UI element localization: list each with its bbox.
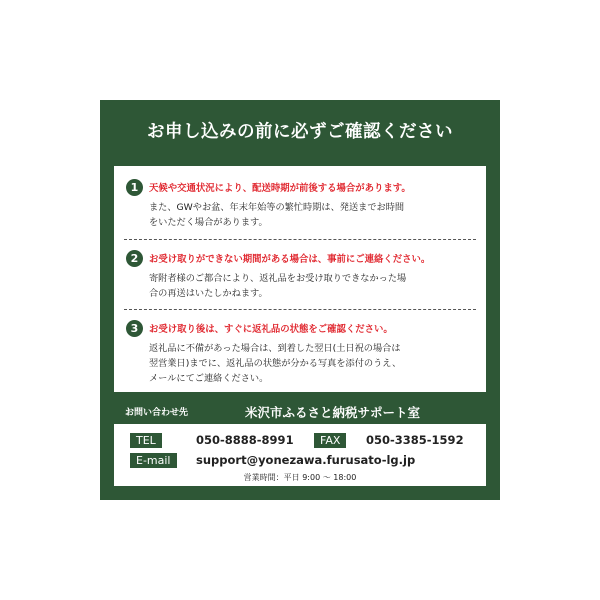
notice-number-badge: 1 [126,179,143,196]
fax-tag: FAX [314,433,346,448]
dashed-divider [124,309,476,310]
notice-body-line: また、GWやお盆、年末年始等の繁忙時期は、発送までお時間 [149,202,405,213]
notice-number-badge: 3 [126,320,143,337]
contact-box [114,424,486,486]
notice-body [149,271,476,301]
notice-body-line: をいただく場合があります。 [149,217,268,228]
notice-body [149,200,476,230]
notice-body-line: 翌営業日)までに、返礼品の状態が分かる写真を添付のうえ、 [149,358,402,369]
email-tag: E-mail [130,453,177,468]
notice-body-line: 返礼品に不備があった場合は、到着した翌日(土日祝の場合は [149,343,401,354]
notice-panel [100,100,500,500]
email-address[interactable]: support@yonezawa.furusato-lg.jp [196,453,416,467]
notice-body [149,341,476,386]
business-hours: 営業時間：平日 9:00 ～ 18:00 [243,473,357,482]
notice-body-line: 合の再送はいたしかねます。 [149,288,268,299]
panel-title: お申し込みの前に必ずご確認ください [147,122,453,142]
notice-body-line: 寄附者様のご都合により、返礼品をお受け取りできなかった場 [149,273,407,284]
contact-organization: 米沢市ふるさと納税サポート室 [245,405,421,420]
fax-number: 050-3385-1592 [366,433,464,447]
tel-number[interactable]: 050-8888-8991 [196,433,294,447]
notice-box [114,166,486,392]
notice-heading: お受け取りができない期間がある場合は、事前にご連絡ください。 [149,254,431,265]
contact-header [100,400,500,422]
notice-heading: 天候や交通状況により、配送時期が前後する場合があります。 [149,183,411,194]
dashed-divider [124,239,476,240]
notice-heading: お受け取り後は、すぐに返礼品の状態をご確認ください。 [149,324,393,335]
notice-body-line: メールにてご連絡ください。 [149,373,269,384]
notice-item [126,319,476,386]
notice-number-badge: 2 [126,250,143,267]
contact-label: お問い合わせ先 [125,408,189,418]
notice-item [126,249,476,301]
tel-tag: TEL [130,433,162,448]
notice-item [126,178,476,230]
